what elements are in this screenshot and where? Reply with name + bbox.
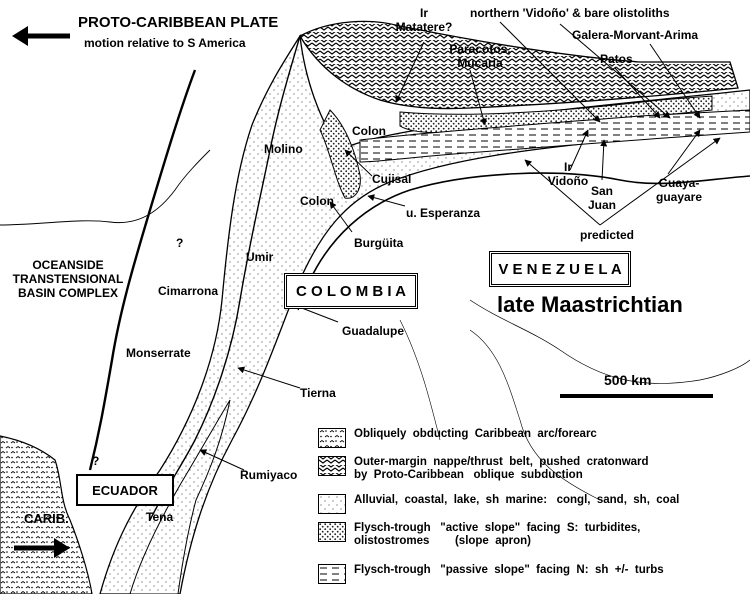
legend-item-arc [318, 428, 597, 448]
label-patos: Patos [600, 52, 633, 66]
age-label: late Maastrichtian [497, 292, 683, 317]
label-ir-matatere-1: Ir [419, 6, 428, 20]
label-paracotos-1: Paracotos, [449, 42, 511, 56]
label-cimarrona: Cimarrona [158, 284, 219, 298]
label-predicted: predicted [580, 228, 635, 242]
label-tierna: Tierna [300, 386, 336, 400]
legend-item-dense [318, 522, 640, 548]
legend-swatch-arc [318, 428, 346, 448]
question-mark-south: ? [92, 454, 100, 468]
legend-text-arc: Obliquely obducting Caribbean arc/forearc [354, 428, 597, 440]
legend-swatch-dense [318, 522, 346, 542]
label-galera: Galera-Morvant-Arima [572, 28, 699, 42]
label-umir: Umir [246, 250, 274, 264]
label-guadalupe: Guadalupe [342, 324, 405, 338]
label-paracotos-2: Mucaria [457, 56, 503, 70]
oceanside-label-2: TRANSTENSIONAL [12, 272, 124, 286]
legend-text-dense: Flysch-trough "active slope" facing S: turbidites, olistostromes (slope apron) [354, 522, 641, 547]
label-ir-matatere-2: Matatere? [395, 20, 453, 34]
legend-item-chevron [318, 456, 649, 482]
legend-text-chevron: Outer-margin nappe/thrust belt, pushed cratonward by Proto-Caribbean oblique subduction [354, 456, 649, 481]
country-label-colombia: C O L O M B I A [295, 282, 406, 300]
legend-text-dots: Alluvial, coastal, lake, sh marine: congl, sand, sh, coal [354, 494, 680, 506]
legend-swatch-dots [318, 494, 346, 514]
label-guayaguayare-2: guayare [655, 190, 703, 204]
label-san-juan-1: San [590, 184, 613, 198]
country-label-venezuela: V E N E Z U E L A [498, 260, 622, 278]
question-mark-north: ? [176, 236, 184, 250]
label-vidono-note: northern 'Vidoño' & bare olistoliths [470, 6, 670, 20]
label-guayaguayare-1: Guaya- [658, 176, 700, 190]
country-box-colombia [284, 273, 418, 309]
plate-motion-arrow-top [12, 26, 70, 46]
legend-swatch-dash [318, 564, 346, 584]
legend-swatch-chevron [318, 456, 346, 476]
label-san-juan-2: Juan [587, 198, 616, 212]
oceanside-label-3: BASIN COMPLEX [17, 286, 118, 300]
legend-item-dash [318, 564, 664, 584]
country-label-ecuador: ECUADOR [92, 482, 158, 498]
label-u-esperanza: u. Esperanza [406, 206, 481, 220]
legend-text-dash: Flysch-trough "passive slope" facing N: sh +/- turbs [354, 564, 664, 576]
label-ir-vidono-2: Vidoño [547, 174, 589, 188]
header-title: PROTO-CARIBBEAN PLATE [78, 14, 279, 31]
label-molino: Molino [264, 142, 303, 156]
country-box-ecuador [76, 474, 174, 506]
label-colon-north: Colon [352, 124, 386, 138]
label-monserrate: Monserrate [126, 346, 191, 360]
scale-label: 500 km [604, 372, 652, 388]
label-ir-vidono-1: Ir [563, 160, 572, 174]
oceanside-label-1: OCEANSIDE [32, 258, 104, 272]
label-rumiyaco: Rumiyaco [240, 468, 298, 482]
coastline-west [0, 150, 210, 225]
river-2 [400, 320, 440, 440]
country-box-venezuela [489, 251, 631, 287]
legend-item-dots [318, 494, 679, 514]
label-colon-south: Colon [300, 194, 334, 208]
label-burguita: Burgüita [354, 236, 404, 250]
label-cujisal: Cujisal [372, 172, 412, 186]
label-tena: Tena [146, 510, 174, 524]
header-subtitle: motion relative to S America [84, 36, 246, 50]
carib-label: CARIB. [24, 511, 69, 526]
